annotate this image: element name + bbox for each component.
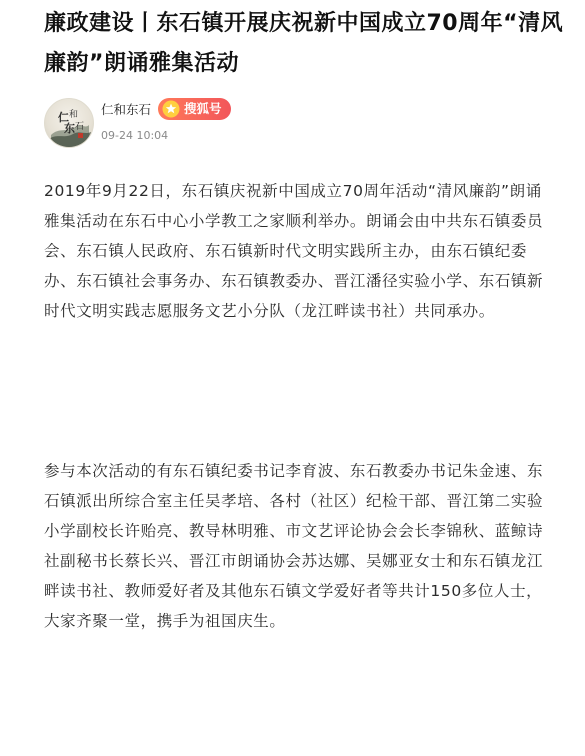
svg-text:东: 东	[64, 122, 75, 135]
article-title: 廉政建设丨东石镇开展庆祝新中国成立70周年“清风廉韵”朗诵雅集活动	[44, 11, 564, 76]
svg-text:仁: 仁	[58, 111, 69, 124]
svg-text:和: 和	[69, 110, 79, 120]
paragraph-1: 2019年9月22日，东石镇庆祝新中国成立70周年活动“清风廉韵”朗诵雅集活动在东石中心小学教工之家顺利举办。朗诵会由中共东石镇委员会、东石镇人民政府、东石镇新时代文明实践所主办，由东石镇纪委办、东石镇社会事务办、东石镇教委办、晋江潘径实验小学、东石镇新时代文明实践志愿服务文艺小分队（龙江畔读书社）共同承办。	[44, 182, 544, 320]
publish-date: 09-24 10:04	[101, 129, 169, 142]
svg-text:石: 石	[75, 122, 85, 132]
badge-label: 搜狐号	[184, 101, 222, 116]
author-name[interactable]: 仁和东石	[101, 102, 152, 117]
star-icon	[162, 100, 180, 118]
sohu-badge[interactable]	[158, 98, 231, 120]
avatar-logo-icon	[45, 99, 93, 147]
paragraph-2: 参与本次活动的有东石镇纪委书记李育波、东石教委办书记朱金速、东石镇派出所综合室主任吴孝培、各村（社区）纪检干部、晋江第二实验小学副校长许贻亮、教导林明雅、市文艺评论协会会长李锦秋、蓝鲸诗社副秘书长蔡长兴、晋江市朗诵协会苏达娜、吴娜亚女士和东石镇龙江畔读书社、教师爱好者及其他东石镇文学爱好者等共计150多位人士，大家齐聚一堂，携手为祖国庆生。	[44, 462, 544, 630]
author-info	[44, 98, 544, 148]
avatar[interactable]	[44, 98, 94, 148]
